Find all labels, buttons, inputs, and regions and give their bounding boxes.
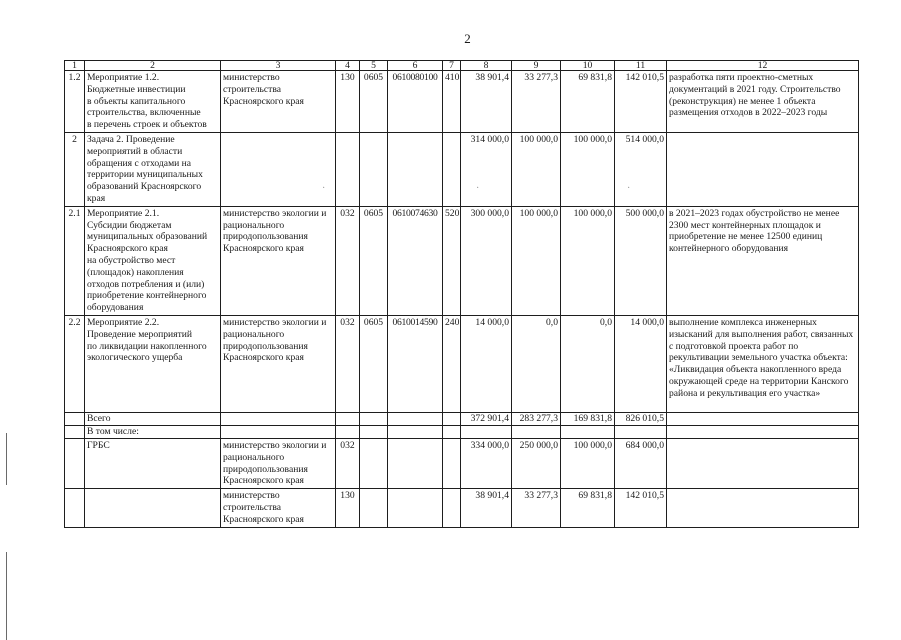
row-number-cell (65, 489, 85, 527)
grbs-code-cell: 032 (336, 315, 360, 412)
grbs-name-cell (221, 132, 336, 206)
grbs-name-cell (221, 425, 336, 438)
activity-name-cell (85, 489, 221, 527)
amount-2022-cell: 0,0 (512, 315, 561, 412)
table-row (65, 71, 859, 133)
rzpr-code-cell (360, 132, 388, 206)
column-number: 12 (667, 61, 859, 71)
amount-2021-cell: 314 000,0 (461, 132, 512, 206)
table-row (65, 412, 859, 425)
table-row (65, 489, 859, 527)
grbs-name-cell: министерство экологии и рационального природопользования Красноярского края (221, 315, 336, 412)
csr-code-cell (388, 489, 443, 527)
amount-2021-cell: 14 000,0 (461, 315, 512, 412)
vr-code-cell (443, 412, 461, 425)
grbs-name-cell: министерство экологии и рационального природопользования Красноярского края (221, 206, 336, 315)
amount-total-cell (615, 425, 667, 438)
amount-2022-cell: 100 000,0 (512, 132, 561, 206)
expected-result-cell: в 2021–2023 годах обустройство не менее 2300 мест контейнерных площадок и приобретение не менее 12500 единиц контейнерного оборудования (667, 206, 859, 315)
row-number-cell (65, 425, 85, 438)
amount-total-cell: 500 000,0 (615, 206, 667, 315)
table-row (65, 425, 859, 438)
rzpr-code-cell: 0605 (360, 71, 388, 133)
grbs-code-cell: 032 (336, 438, 360, 488)
amount-2022-cell: 283 277,3 (512, 412, 561, 425)
csr-code-cell (388, 132, 443, 206)
column-number: 3 (221, 61, 336, 71)
vr-code-cell: 240 (443, 315, 461, 412)
amount-2022-cell: 100 000,0 (512, 206, 561, 315)
grbs-code-cell: 130 (336, 489, 360, 527)
column-number: 4 (336, 61, 360, 71)
amount-total-cell: 684 000,0 (615, 438, 667, 488)
activity-name-cell: ГРБС (85, 438, 221, 488)
column-number: 1 (65, 61, 85, 71)
amount-2023-cell: 100 000,0 (561, 438, 615, 488)
column-number: 9 (512, 61, 561, 71)
csr-code-cell (388, 412, 443, 425)
expected-result-cell (667, 489, 859, 527)
amount-2023-cell: 100 000,0 (561, 206, 615, 315)
expected-result-cell: разработка пяти проектно-сметных документаций в 2021 году. Строительство (реконструкция) не менее 1 объекта размещения отходов в 2022–2023 годы (667, 71, 859, 133)
row-number-cell: 2.2 (65, 315, 85, 412)
amount-total-cell: 826 010,5 (615, 412, 667, 425)
amount-2023-cell: 69 831,8 (561, 71, 615, 133)
scan-speck: · (627, 183, 631, 194)
table-row (65, 206, 859, 315)
rzpr-code-cell (360, 412, 388, 425)
grbs-name-cell: министерство строительства Красноярского края (221, 71, 336, 133)
grbs-code-cell (336, 132, 360, 206)
csr-code-cell: 0610080100 (388, 71, 443, 133)
column-number: 6 (388, 61, 443, 71)
column-number-row (65, 61, 859, 71)
vr-code-cell: 410 (443, 71, 461, 133)
scan-edge-line (6, 552, 7, 640)
csr-code-cell (388, 425, 443, 438)
rzpr-code-cell: 0605 (360, 206, 388, 315)
amount-2022-cell: 33 277,3 (512, 489, 561, 527)
rzpr-code-cell (360, 425, 388, 438)
expected-result-cell (667, 132, 859, 206)
csr-code-cell: 0610074630 (388, 206, 443, 315)
rzpr-code-cell (360, 438, 388, 488)
amount-2021-cell: 38 901,4 (461, 489, 512, 527)
expected-result-cell: выполнение комплекса инженерных изысканий для выполнения работ, связанных с подготовкой проекта работ по рекультивации земельного участка объекта: «Ликвидация объекта накопленного вреда окружающей среде на территории Канского района и рекультивация его участка» (667, 315, 859, 412)
grbs-name-cell (221, 412, 336, 425)
grbs-name-cell: министерство строительства Красноярского края (221, 489, 336, 527)
rzpr-code-cell (360, 489, 388, 527)
amount-total-cell: 142 010,5 (615, 71, 667, 133)
amount-2023-cell: 69 831,8 (561, 489, 615, 527)
vr-code-cell (443, 438, 461, 488)
program-activities-table (64, 60, 859, 528)
row-number-cell: 2 (65, 132, 85, 206)
amount-2023-cell: 0,0 (561, 315, 615, 412)
column-number: 5 (360, 61, 388, 71)
column-number: 8 (461, 61, 512, 71)
vr-code-cell (443, 489, 461, 527)
activity-name-cell: В том числе: (85, 425, 221, 438)
activity-name-cell: Мероприятие 2.2. Проведение мероприятий по ликвидации накопленного экологического ущерба (85, 315, 221, 412)
table-row (65, 315, 859, 412)
vr-code-cell (443, 425, 461, 438)
column-number: 11 (615, 61, 667, 71)
expected-result-cell (667, 425, 859, 438)
column-number: 2 (85, 61, 221, 71)
grbs-code-cell (336, 412, 360, 425)
vr-code-cell (443, 132, 461, 206)
rzpr-code-cell: 0605 (360, 315, 388, 412)
amount-2022-cell: 33 277,3 (512, 71, 561, 133)
amount-2023-cell: 169 831,8 (561, 412, 615, 425)
amount-2021-cell: 334 000,0 (461, 438, 512, 488)
page-number: 2 (464, 31, 471, 46)
expected-result-cell (667, 438, 859, 488)
grbs-code-cell: 130 (336, 71, 360, 133)
column-number: 7 (443, 61, 461, 71)
amount-2021-cell (461, 425, 512, 438)
table-row (65, 438, 859, 488)
amount-total-cell: 14 000,0 (615, 315, 667, 412)
column-number: 10 (561, 61, 615, 71)
csr-code-cell: 0610014590 (388, 315, 443, 412)
amount-2021-cell: 372 901,4 (461, 412, 512, 425)
row-number-cell: 1.2 (65, 71, 85, 133)
grbs-code-cell (336, 425, 360, 438)
csr-code-cell (388, 438, 443, 488)
row-number-cell: 2.1 (65, 206, 85, 315)
activity-name-cell: Мероприятие 2.1. Субсидии бюджетам муниципальных образований Красноярского края на обустройство мест (площадок) накопления отходов потребления и (или) приобретение контейнерного оборудования (85, 206, 221, 315)
expected-result-cell (667, 412, 859, 425)
activity-name-cell: Всего (85, 412, 221, 425)
scan-edge-line (6, 433, 7, 485)
amount-2021-cell: 38 901,4 (461, 71, 512, 133)
amount-total-cell: 514 000,0 (615, 132, 667, 206)
row-number-cell (65, 438, 85, 488)
amount-2022-cell: 250 000,0 (512, 438, 561, 488)
amount-total-cell: 142 010,5 (615, 489, 667, 527)
grbs-code-cell: 032 (336, 206, 360, 315)
activity-name-cell: Задача 2. Проведение мероприятий в области обращения с отходами на территории муниципальных образований Красноярского края (85, 132, 221, 206)
row-number-cell (65, 412, 85, 425)
table-row (65, 132, 859, 206)
activity-name-cell: Мероприятие 1.2. Бюджетные инвестиции в объекты капитального строительства, включенные в перечень строек и объектов (85, 71, 221, 133)
scan-speck: · (476, 183, 480, 194)
amount-2021-cell: 300 000,0 (461, 206, 512, 315)
amount-2023-cell: 100 000,0 (561, 132, 615, 206)
scan-speck: · (322, 183, 326, 194)
amount-2023-cell (561, 425, 615, 438)
vr-code-cell: 520 (443, 206, 461, 315)
grbs-name-cell: министерство экологии и рационального природопользования Красноярского края (221, 438, 336, 488)
amount-2022-cell (512, 425, 561, 438)
